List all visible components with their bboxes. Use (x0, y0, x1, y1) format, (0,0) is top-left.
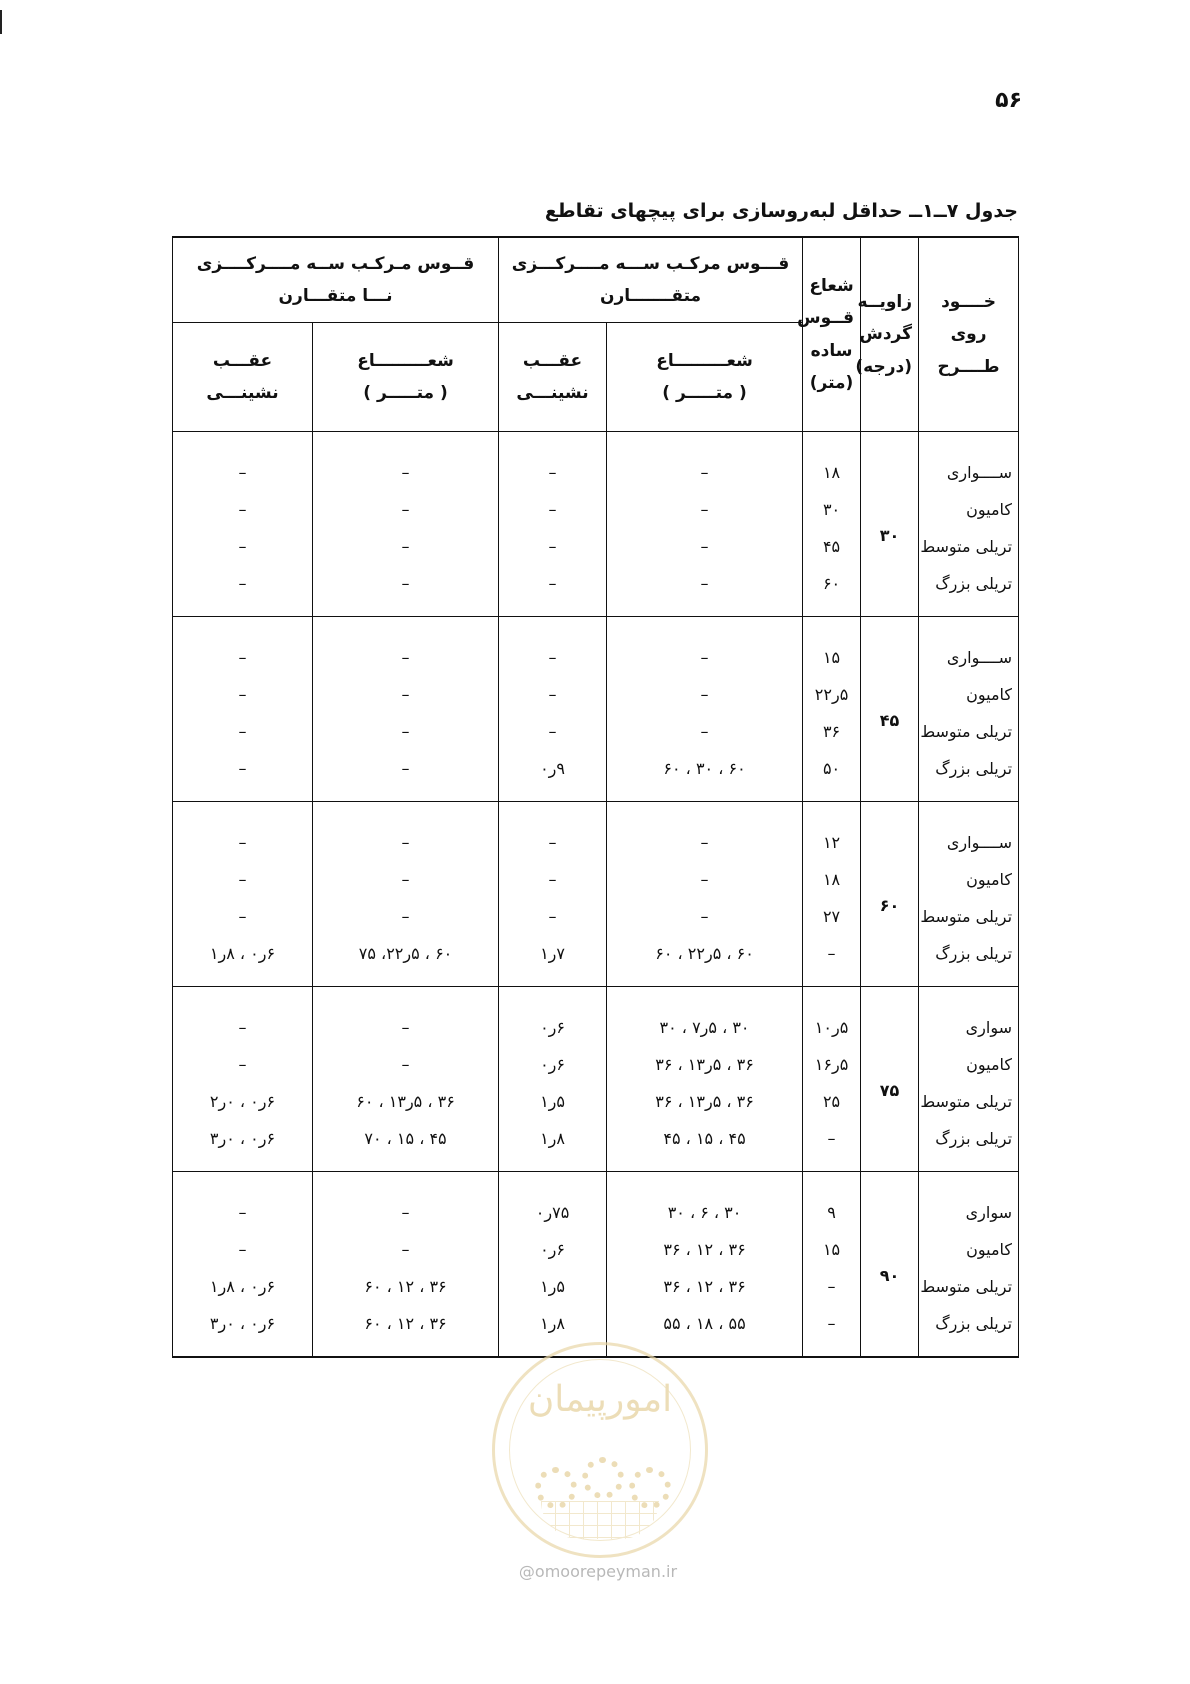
sym-radius-cell: ۳۰ ، ۵ر۷ ، ۳۰ (607, 987, 803, 1047)
vehicle-cell: تریلی بزرگ (919, 565, 1019, 617)
sym-setback-cell: ۵ر۱ (499, 1268, 607, 1305)
sym-setback-cell: – (499, 676, 607, 713)
asym-setback-cell: ۶ر۰ ، ۸ر۱ (173, 935, 313, 987)
vehicle-cell: تریلی متوسط (919, 713, 1019, 750)
sym-radius-cell: ۳۶ ، ۵ر۱۳ ، ۳۶ (607, 1046, 803, 1083)
vehicle-cell: سواری (919, 1172, 1019, 1232)
sym-radius-cell: ۵۵ ، ۱۸ ، ۵۵ (607, 1305, 803, 1357)
angle-cell: ۳۰ (861, 432, 919, 617)
sym-setback-cell: ۶ر۰ (499, 1046, 607, 1083)
asym-radius-cell: ۳۶ ، ۱۲ ، ۶۰ (313, 1268, 499, 1305)
table-row (173, 617, 1019, 677)
asym-setback-cell: – (173, 491, 313, 528)
table-caption: جدول ۷ــ۱ــ حداقل لبه‌روسازی برای پیچهای تقاطع (544, 200, 1018, 222)
asym-radius-cell: ۶۰ ، ۵ر۲۲، ۷۵ (313, 935, 499, 987)
watermark-logo-text: امورپیمان (527, 1379, 673, 1420)
header-symmetric-line: قـــوس مرکـب ســـه مــــرکـــزی (511, 253, 790, 274)
sym-setback-cell: – (499, 802, 607, 862)
asym-setback-cell: – (173, 861, 313, 898)
sym-radius-cell: – (607, 491, 803, 528)
simple-radius-cell: ۵ر۲۲ (803, 676, 861, 713)
sym-setback-cell: ۷۵ر۰ (499, 1172, 607, 1232)
header-sym-setback (499, 323, 607, 432)
vehicle-cell: تریلی بزرگ (919, 935, 1019, 987)
angle-cell: ۴۵ (861, 617, 919, 802)
asym-radius-cell: ۳۶ ، ۱۲ ، ۶۰ (313, 1305, 499, 1357)
sym-radius-cell: – (607, 713, 803, 750)
sym-radius-cell: – (607, 676, 803, 713)
simple-radius-cell: ۲۵ (803, 1083, 861, 1120)
asym-setback-cell: – (173, 802, 313, 862)
sym-radius-cell: ۳۰ ، ۶ ، ۳۰ (607, 1172, 803, 1232)
simple-radius-cell: ۱۸ (803, 861, 861, 898)
header-angle-line: (درجه) (855, 356, 913, 377)
vehicle-cell: تریلی متوسط (919, 898, 1019, 935)
sym-setback-cell: – (499, 898, 607, 935)
simple-radius-cell: – (803, 935, 861, 987)
asym-setback-cell: – (173, 528, 313, 565)
vehicle-cell: تریلی متوسط (919, 528, 1019, 565)
watermark-caption: @omoorepeyman.ir (518, 1562, 678, 1581)
header-sym-radius (607, 323, 803, 432)
asym-radius-cell: – (313, 1172, 499, 1232)
simple-radius-cell: ۶۰ (803, 565, 861, 617)
angle-cell: ۶۰ (861, 802, 919, 987)
simple-radius-cell: ۵۰ (803, 750, 861, 802)
simple-radius-cell: ۱۲ (803, 802, 861, 862)
header-setback-line: نشینـــی (516, 383, 589, 403)
sym-setback-cell: – (499, 713, 607, 750)
asym-setback-cell: ۶ر۰ ، ۸ر۱ (173, 1268, 313, 1305)
header-asym-setback (173, 323, 313, 432)
sym-radius-cell: – (607, 528, 803, 565)
asym-setback-cell: ۶ر۰ ، ۰ر۳ (173, 1305, 313, 1357)
header-radius-line: ( متـــــر ) (662, 383, 747, 403)
sym-setback-cell: – (499, 432, 607, 492)
vehicle-cell: کامیون (919, 861, 1019, 898)
asym-radius-cell: – (313, 676, 499, 713)
header-simple-line: ساده (810, 340, 853, 361)
header-radius-line: شعـــــــــاع (656, 350, 753, 371)
simple-radius-cell: ۱۸ (803, 432, 861, 492)
asym-radius-cell: – (313, 1231, 499, 1268)
sym-radius-cell: – (607, 861, 803, 898)
sym-setback-cell: ۶ر۰ (499, 1231, 607, 1268)
vehicle-cell: کامیون (919, 676, 1019, 713)
asym-setback-cell: ۶ر۰ ، ۰ر۳ (173, 1120, 313, 1172)
header-angle-line: زاویــه (857, 292, 913, 313)
gear-icon (582, 1457, 624, 1499)
sym-setback-cell: ۷ر۱ (499, 935, 607, 987)
sym-setback-cell: – (499, 861, 607, 898)
asym-setback-cell: – (173, 750, 313, 802)
simple-radius-cell: – (803, 1268, 861, 1305)
header-radius-line: ( متـــــر ) (363, 383, 448, 403)
sym-radius-cell: ۳۶ ، ۵ر۱۳ ، ۳۶ (607, 1083, 803, 1120)
sym-radius-cell: ۴۵ ، ۱۵ ، ۴۵ (607, 1120, 803, 1172)
vehicle-cell: سواری (919, 987, 1019, 1047)
simple-radius-cell: ۹ (803, 1172, 861, 1232)
asym-setback-cell: – (173, 713, 313, 750)
header-asymmetric-line: قــوس مـرکـب ســه مــــرکــــزی (196, 253, 475, 274)
vehicle-cell: کامیون (919, 491, 1019, 528)
header-asymmetric-line: نـــا متقـــارن (278, 286, 393, 306)
sym-setback-cell: ۶ر۰ (499, 987, 607, 1047)
header-setback-line: عقـــب (212, 350, 273, 371)
asym-setback-cell: – (173, 987, 313, 1047)
simple-radius-cell: – (803, 1305, 861, 1357)
asym-radius-cell: – (313, 713, 499, 750)
header-setback-line: نشینـــی (206, 383, 279, 403)
sym-setback-cell: ۸ر۱ (499, 1305, 607, 1357)
table-row (173, 802, 1019, 862)
table-row (173, 1172, 1019, 1232)
simple-radius-cell: – (803, 1120, 861, 1172)
asym-setback-cell: – (173, 432, 313, 492)
asym-radius-cell: ۴۵ ، ۱۵ ، ۷۰ (313, 1120, 499, 1172)
header-angle (855, 237, 919, 432)
header-vehicle-line: روی (950, 324, 987, 345)
header-simple-line: شعاع (809, 275, 854, 296)
sym-setback-cell: – (499, 491, 607, 528)
vehicle-cell: تریلی بزرگ (919, 1305, 1019, 1357)
table-row (173, 987, 1019, 1047)
angle-group (173, 432, 1019, 617)
header-simple-line: قــوس (797, 308, 855, 329)
watermark-grid (541, 1501, 659, 1539)
sym-setback-cell: ۵ر۱ (499, 1083, 607, 1120)
header-simple-line: (متر) (809, 372, 854, 393)
sym-radius-cell: – (607, 802, 803, 862)
scan-edge-mark (0, 10, 2, 34)
sym-radius-cell: ۶۰ ، ۳۰ ، ۶۰ (607, 750, 803, 802)
asym-radius-cell: – (313, 432, 499, 492)
vehicle-cell: تریلی بزرگ (919, 1120, 1019, 1172)
sym-setback-cell: – (499, 617, 607, 677)
simple-radius-cell: ۳۰ (803, 491, 861, 528)
asym-setback-cell: – (173, 898, 313, 935)
sym-setback-cell: ۸ر۱ (499, 1120, 607, 1172)
setback-table (172, 236, 1019, 1358)
sym-radius-cell: – (607, 617, 803, 677)
simple-radius-cell: ۳۶ (803, 713, 861, 750)
angle-group (173, 802, 1019, 987)
angle-cell: ۷۵ (861, 987, 919, 1172)
simple-radius-cell: ۵ر۱۶ (803, 1046, 861, 1083)
asym-radius-cell: – (313, 750, 499, 802)
asym-radius-cell: ۳۶ ، ۵ر۱۳ ، ۶۰ (313, 1083, 499, 1120)
page-number: ۵۶ (995, 88, 1022, 113)
asym-radius-cell: – (313, 491, 499, 528)
vehicle-cell: ســــواری (919, 802, 1019, 862)
sym-radius-cell: – (607, 898, 803, 935)
simple-radius-cell: ۲۷ (803, 898, 861, 935)
vehicle-cell: ســــواری (919, 617, 1019, 677)
simple-radius-cell: ۱۵ (803, 1231, 861, 1268)
asym-setback-cell: – (173, 676, 313, 713)
vehicle-cell: ســــواری (919, 432, 1019, 492)
sym-radius-cell: ۳۶ ، ۱۲ ، ۳۶ (607, 1231, 803, 1268)
sym-setback-cell: – (499, 528, 607, 565)
header-symmetric-line: متقـــــــارن (599, 286, 702, 306)
vehicle-cell: تریلی متوسط (919, 1268, 1019, 1305)
header-asymmetric-group (173, 237, 499, 323)
simple-radius-cell: ۵ر۱۰ (803, 987, 861, 1047)
angle-cell: ۹۰ (861, 1172, 919, 1358)
header-radius-line: شعـــــــــاع (357, 350, 454, 371)
header-asym-radius (313, 323, 499, 432)
table-row (173, 432, 1019, 492)
sym-radius-cell: – (607, 432, 803, 492)
asym-setback-cell: – (173, 617, 313, 677)
header-symmetric-group (499, 237, 803, 323)
sym-radius-cell: ۶۰ ، ۵ر۲۲ ، ۶۰ (607, 935, 803, 987)
asym-radius-cell: – (313, 802, 499, 862)
header-setback-line: عقـــب (522, 350, 583, 371)
header-vehicle-line: خــــود (941, 292, 996, 313)
asym-radius-cell: – (313, 861, 499, 898)
asym-setback-cell: – (173, 1172, 313, 1232)
angle-group (173, 1172, 1019, 1358)
asym-radius-cell: – (313, 1046, 499, 1083)
angle-group (173, 987, 1019, 1172)
asym-setback-cell: – (173, 1046, 313, 1083)
asym-radius-cell: – (313, 898, 499, 935)
vehicle-cell: کامیون (919, 1231, 1019, 1268)
sym-radius-cell: – (607, 565, 803, 617)
asym-setback-cell: – (173, 1231, 313, 1268)
sym-setback-cell: ۹ر۰ (499, 750, 607, 802)
simple-radius-cell: ۱۵ (803, 617, 861, 677)
sym-radius-cell: ۳۶ ، ۱۲ ، ۳۶ (607, 1268, 803, 1305)
watermark-logo (492, 1342, 708, 1558)
sym-setback-cell: – (499, 565, 607, 617)
asym-radius-cell: – (313, 987, 499, 1047)
header-vehicle-line: طــــرح (937, 356, 1000, 377)
asym-setback-cell: – (173, 565, 313, 617)
angle-group (173, 617, 1019, 802)
vehicle-cell: کامیون (919, 1046, 1019, 1083)
asym-radius-cell: – (313, 565, 499, 617)
asym-radius-cell: – (313, 528, 499, 565)
header-angle-line: گردش (859, 324, 913, 345)
vehicle-cell: تریلی بزرگ (919, 750, 1019, 802)
simple-radius-cell: ۴۵ (803, 528, 861, 565)
asym-setback-cell: ۶ر۰ ، ۰ر۲ (173, 1083, 313, 1120)
asym-radius-cell: – (313, 617, 499, 677)
vehicle-cell: تریلی متوسط (919, 1083, 1019, 1120)
header-vehicle (919, 237, 1019, 432)
header-simple-radius (797, 237, 861, 432)
